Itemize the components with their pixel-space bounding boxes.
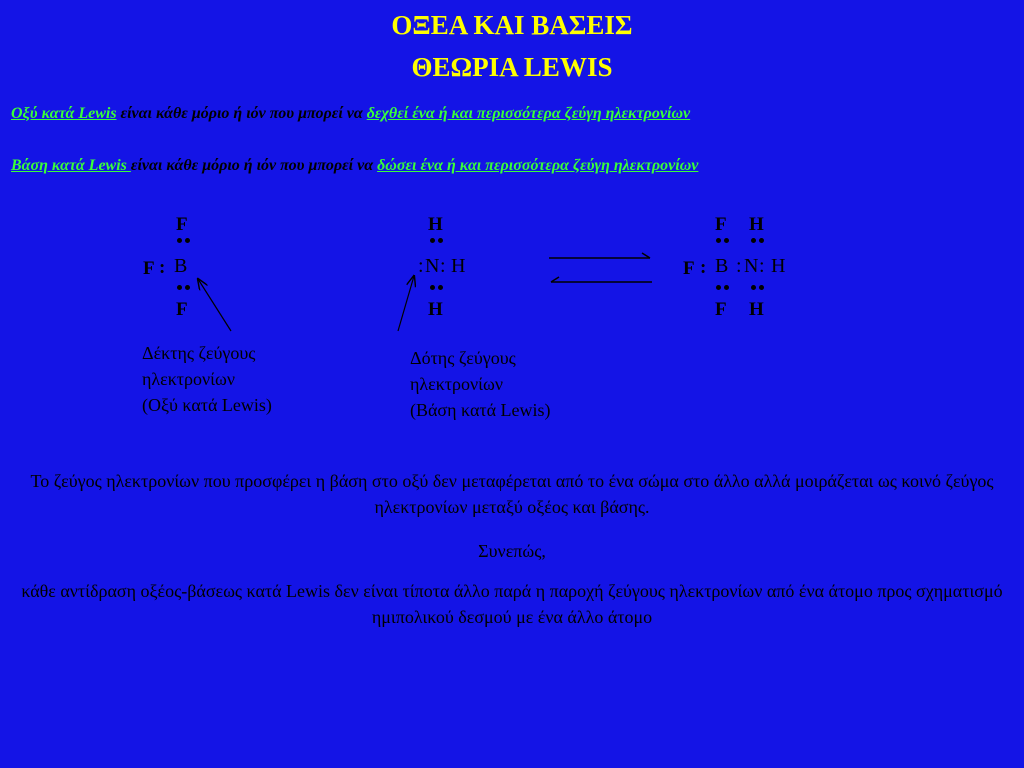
bf3-left-f: F [143, 258, 155, 279]
adduct-right-colon: : [759, 255, 765, 277]
adduct-left-colon: : [700, 257, 707, 278]
acceptor-caption-line1: Δέκτης ζεύγους [142, 343, 256, 363]
nh3-top-h: H [428, 214, 443, 235]
bf3-top-f: F [176, 214, 188, 235]
bf3-bottom-f: F [176, 299, 188, 320]
adduct-bottom-f: F [715, 299, 727, 320]
donor-caption [410, 345, 551, 423]
adduct-boron: B [715, 255, 729, 277]
base-def-middle: είναι κάθε μόριο ή ιόν που μπορεί να [130, 157, 378, 174]
adduct-bond-colon: : [736, 255, 742, 277]
acid-def-action: δεχθεί ένα ή και περισσότερα ζεύγη ηλεκτρονίων [366, 105, 691, 122]
slide-title: ΟΞΕΑ ΚΑΙ ΒΑΣΕΙΣ [391, 10, 633, 40]
bf3-boron: B [174, 255, 188, 277]
adduct-bottom-h: H [749, 299, 764, 320]
adduct-left-f: F [683, 258, 695, 279]
base-term: Βάση κατά Lewis [11, 157, 131, 174]
acceptor-caption [142, 340, 272, 418]
donor-pointer-arrow [398, 276, 414, 331]
donor-caption-line2: ηλεκτρονίων [410, 374, 503, 394]
consequently-line: Συνεπώς, [478, 541, 546, 561]
adduct-top-h: H [749, 214, 764, 235]
nh3-right-colon: : [440, 255, 446, 277]
adduct-nitrogen: N [744, 255, 759, 277]
nh3-right-h: H [451, 255, 466, 277]
donor-caption-line1: Δότης ζεύγους [410, 348, 516, 368]
adduct-right-h: H [771, 255, 786, 277]
slide-subtitle: ΘΕΩΡΙΑ LEWIS [411, 52, 613, 82]
adduct-top-f: F [715, 214, 727, 235]
nh3-lone-pair: : [418, 255, 424, 277]
acceptor-caption-line3: (Οξύ κατά Lewis) [142, 395, 272, 415]
base-def-action: δώσει ένα ή και περισσότερα ζεύγη ηλεκτρονίων [377, 157, 699, 174]
acid-term: Οξύ κατά Lewis [11, 105, 117, 122]
acceptor-caption-line2: ηλεκτρονίων [142, 369, 235, 389]
acceptor-pointer-arrow [198, 279, 231, 331]
bf3-left-colon: : [159, 257, 166, 278]
explanation-paragraph: Το ζεύγος ηλεκτρονίων που προσφέρει η βάση στο οξύ δεν μεταφέρεται από το ένα σώμα στο άλλο αλλά μοιράζεται ως κοινό ζεύγος ηλεκτρονίων μεταξύ οξέος και βάσης. [30, 471, 994, 517]
nh3-nitrogen: N [425, 255, 440, 277]
acid-def-middle: είναι κάθε μόριο ή ιόν που μπορεί να [116, 105, 367, 122]
conclusion-paragraph: κάθε αντίδραση οξέος-βάσεως κατά Lewis δεν είναι τίποτα άλλο παρά η παροχή ζεύγους ηλεκτρονίων από ένα άτομο προς σχηματισμό ημιπολικού δεσμού με ένα άλλο άτομο [21, 581, 1003, 627]
donor-caption-line3: (Βάση κατά Lewis) [410, 400, 551, 420]
nh3-bottom-h: H [428, 299, 443, 320]
